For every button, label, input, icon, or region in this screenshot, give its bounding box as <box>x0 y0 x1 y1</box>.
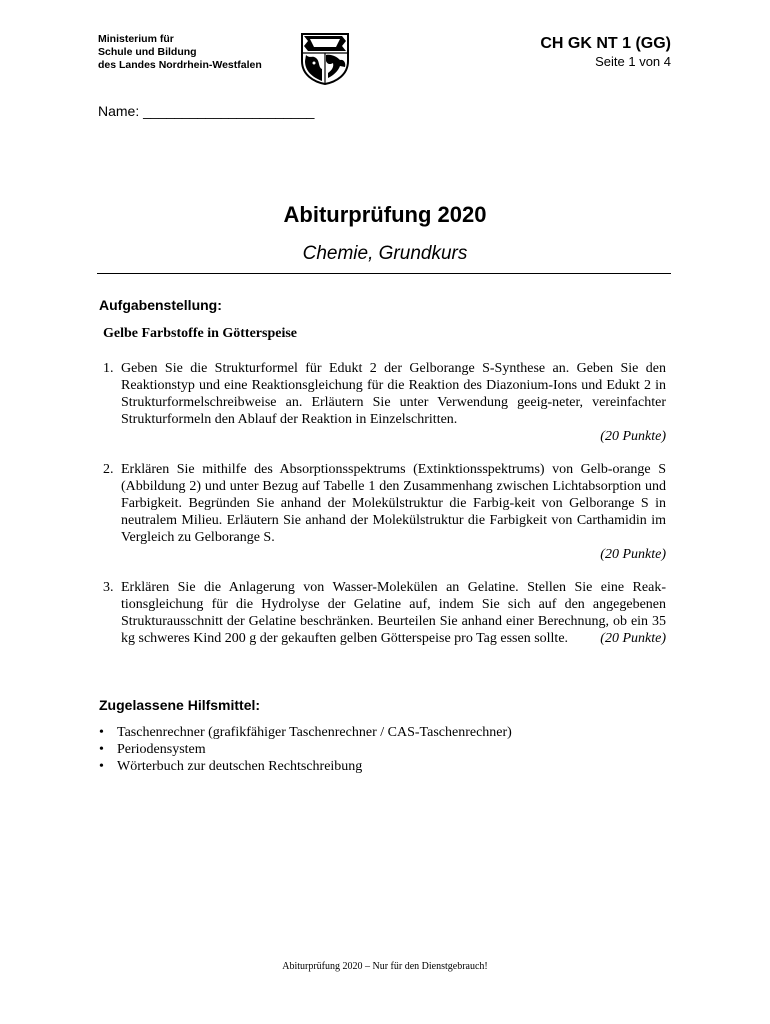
page-title: Abiturprüfung 2020 <box>283 202 487 227</box>
task-points: (20 Punkte) <box>600 547 666 562</box>
task-number: 3. <box>103 580 114 595</box>
bullet-icon: • <box>99 742 104 757</box>
task-item <box>103 360 666 445</box>
task-text: Erklären Sie mithilfe des Absorptionsspektrums (Extinktionsspektrums) von Gelb-orange S (Abbildung 2) und unter Bezug auf Tabelle 1 den Zusammenhang zwischen Lichtabsorption und Farbigkeit. Begründen Sie anhand der Molekülstruktur die Farbig-keit von Gelborange S in neutralem Milieu. Erläutern Sie anhand der Molekülstruktur die Farbigkeit von Carthamidin im Vergleich zu Gelborange S. <box>121 462 666 545</box>
list-item <box>99 724 512 741</box>
aid-text: Taschenrechner (grafikfähiger Taschenrechner / CAS-Taschenrechner) <box>117 725 512 740</box>
page-subtitle: Chemie, Grundkurs <box>302 243 468 264</box>
task-item <box>103 461 666 563</box>
exam-code-block <box>540 35 671 69</box>
exam-code: CH GK NT 1 (GG) <box>540 35 671 52</box>
ministry-name <box>98 33 262 72</box>
ministry-line-3: des Landes Nordrhein-Westfalen <box>98 59 262 71</box>
assignment-heading: Aufgabenstellung: <box>99 297 222 313</box>
task-item <box>103 579 666 647</box>
aid-text: Periodensystem <box>117 742 206 757</box>
task-points: (20 Punkte) <box>600 631 666 646</box>
page-footer: Abiturprüfung 2020 – Nur für den Dienstgebrauch! <box>282 961 488 972</box>
task-text: Erklären Sie die Anlagerung von Wasser-Molekülen an Gelatine. Stellen Sie eine Reak-tionsgleichung für die Hydrolyse der Gelatine auf, indem Sie sich auf den angegebenen Strukturausschnitt der Gelatine beschränken. Beurteilen Sie anhand einer Berechnung, ob ein 35 kg schweres Kind 200 g der gekauften gelben Götterspeise pro Tag essen sollte. <box>121 580 666 646</box>
aids-list <box>99 724 512 775</box>
nrw-coat-of-arms-icon <box>300 33 350 85</box>
task-number: 1. <box>103 361 114 376</box>
name-field: Name: ______________________ <box>98 103 315 119</box>
title-divider <box>97 273 671 274</box>
list-item <box>99 758 512 775</box>
assignment-topic: Gelbe Farbstoffe in Götterspeise <box>103 326 298 341</box>
task-points: (20 Punkte) <box>600 429 666 444</box>
ministry-line-1: Ministerium für <box>98 33 174 45</box>
bullet-icon: • <box>99 725 104 740</box>
task-number: 2. <box>103 462 114 477</box>
aids-heading: Zugelassene Hilfsmittel: <box>99 697 261 713</box>
aid-text: Wörterbuch zur deutschen Rechtschreibung <box>117 759 363 774</box>
ministry-line-2: Schule und Bildung <box>98 46 197 58</box>
page-info: Seite 1 von 4 <box>595 54 671 69</box>
list-item <box>99 741 512 758</box>
bullet-icon: • <box>99 759 104 774</box>
task-text: Geben Sie die Strukturformel für Edukt 2 der Gelborange S-Synthese an. Geben Sie den Reaktionstyp und eine Reaktionsgleichung für die Reaktion des Diazonium-Ions und Edukt 2 in Strukturformelschreibweise an. Erläutern Sie unter Verwendung geeig-neter, vereinfachter Strukturformeln den Ablauf der Reaktion in Einzelschritten. <box>121 361 666 427</box>
